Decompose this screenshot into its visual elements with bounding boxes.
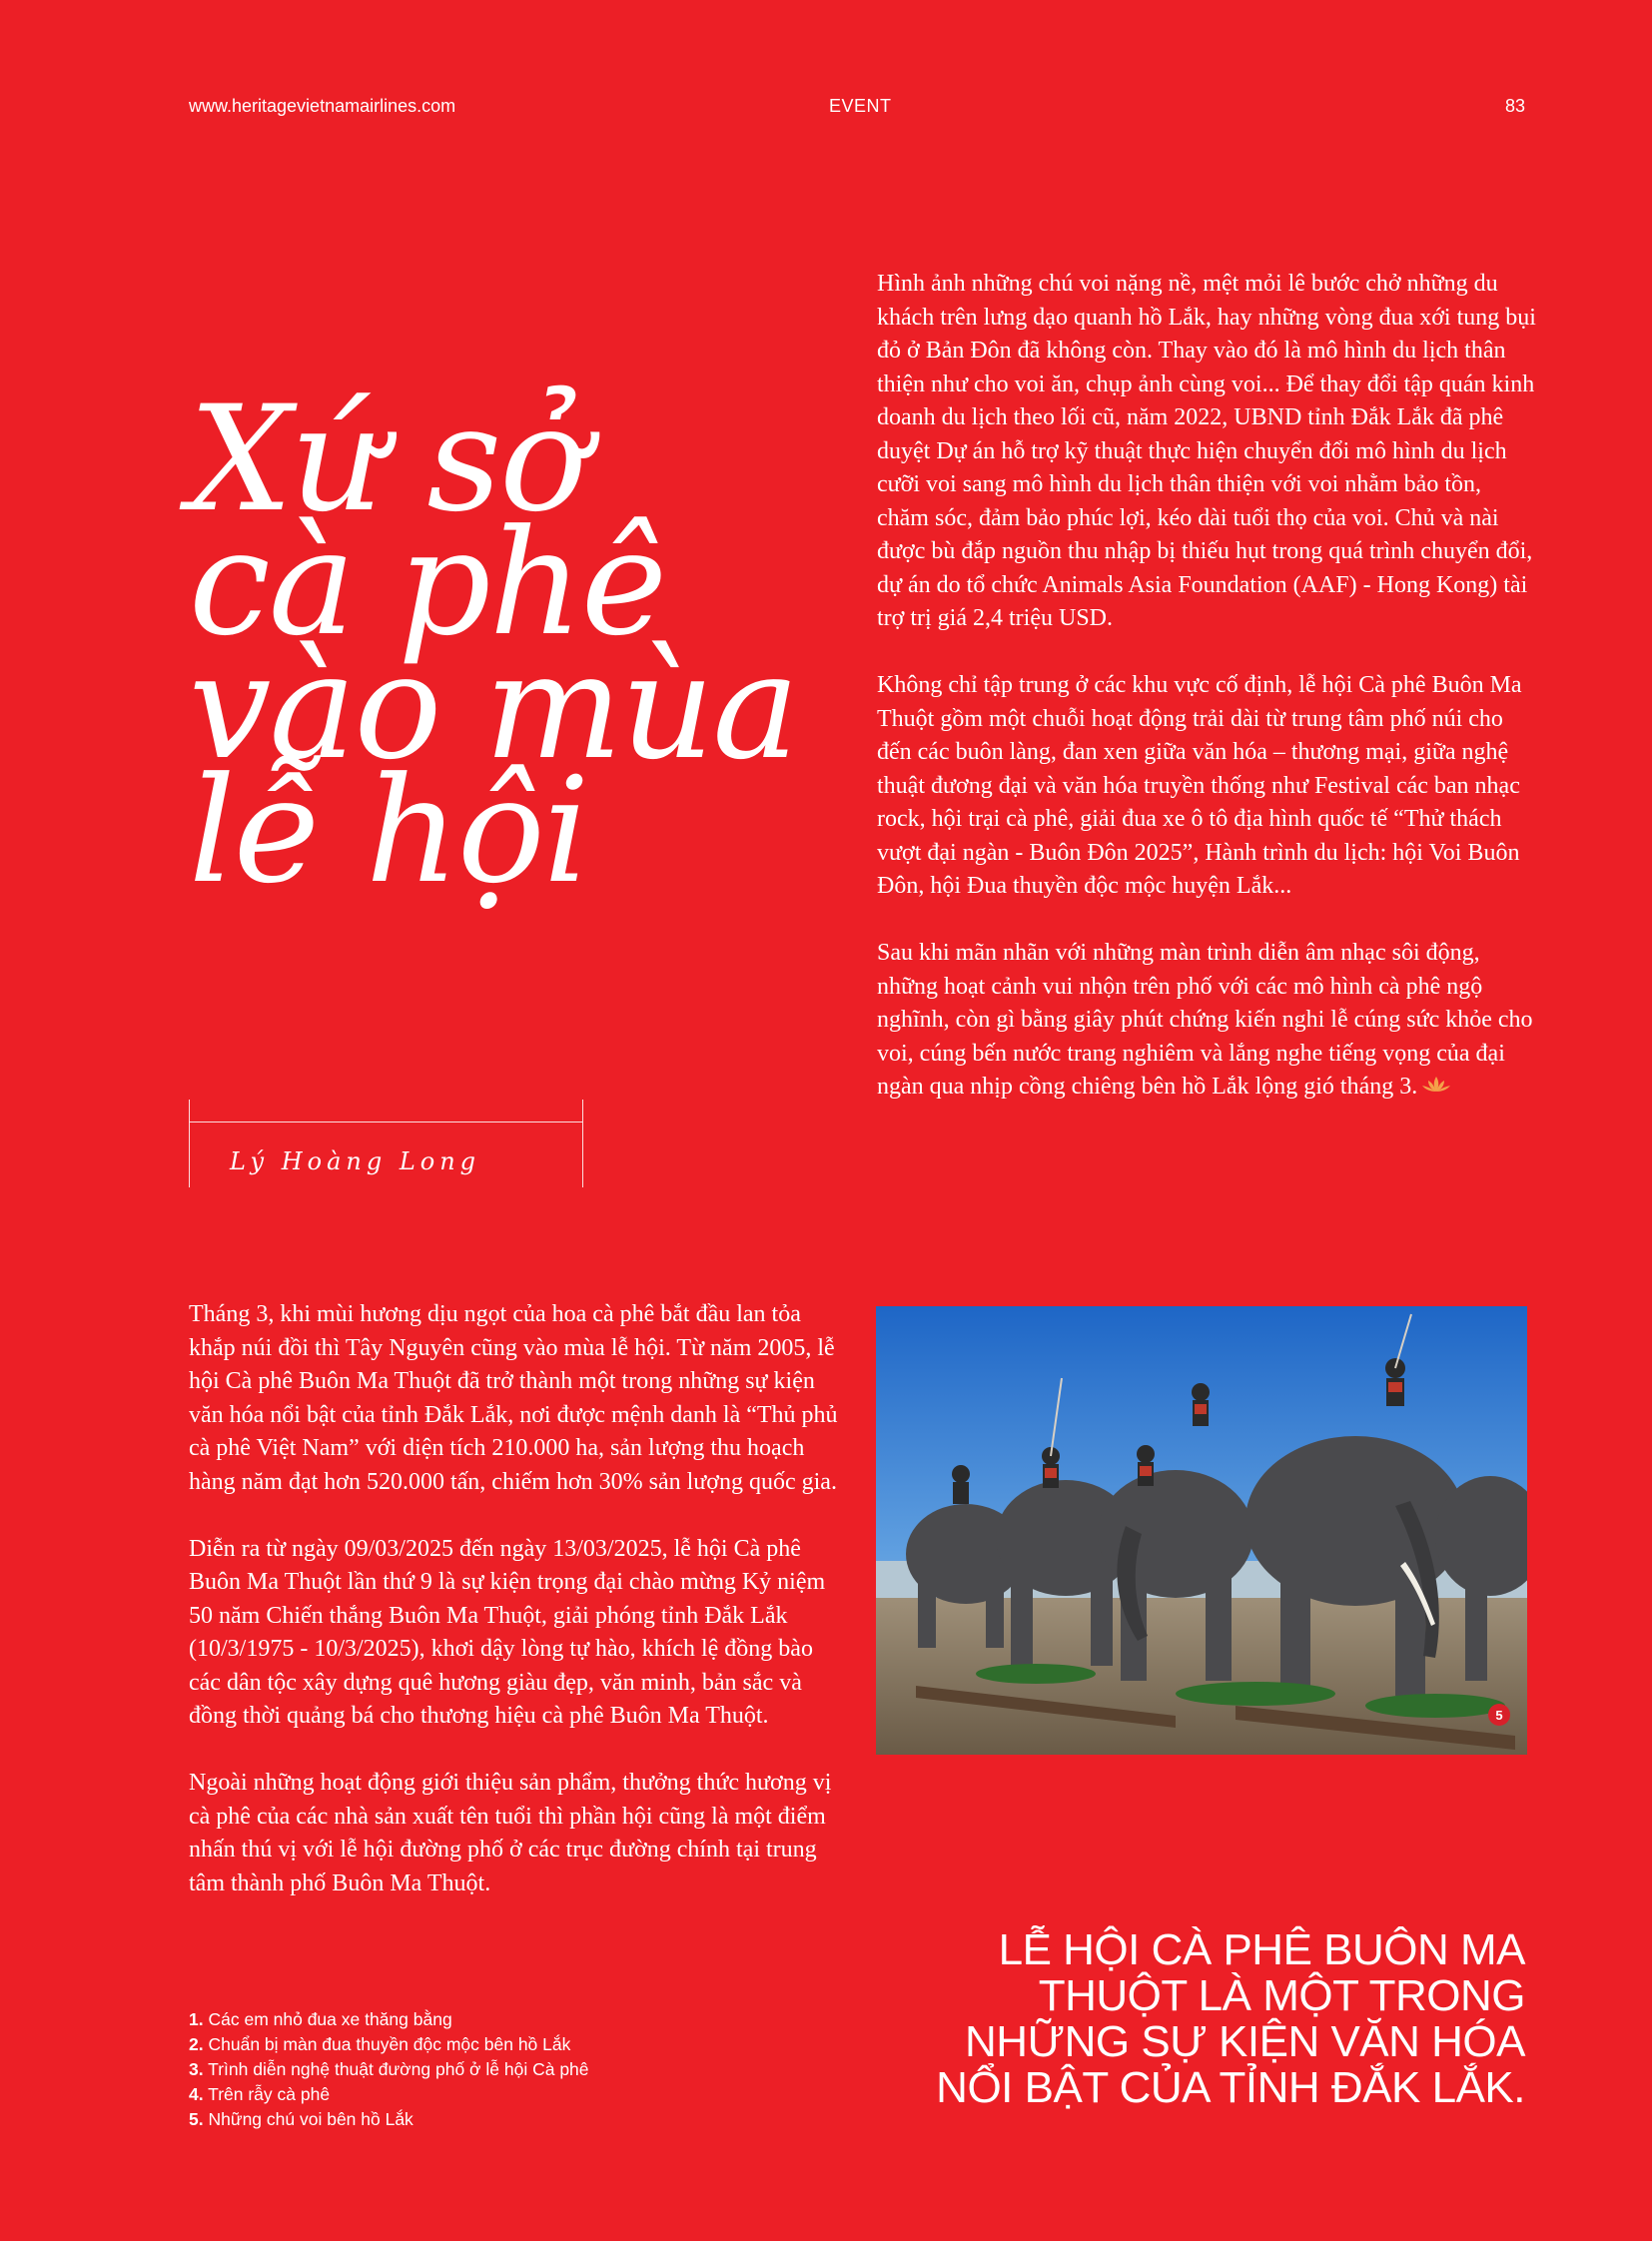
caption-item — [189, 2107, 589, 2132]
site-url[interactable]: www.heritagevietnamairlines.com — [189, 96, 456, 116]
section-label: EVENT — [829, 96, 892, 116]
caption-text: Trình diễn nghệ thuật đường phố ở lễ hội Cà phê — [208, 2059, 589, 2079]
page-header — [189, 96, 1525, 122]
paragraph: Không chỉ tập trung ở các khu vực cố định, lễ hội Cà phê Buôn Ma Thuột gồm một chuỗi hoạt động trải dài từ trung tâm phố núi cho đến các buôn làng, đan xen giữa văn hóa – thương mại, giữa nghệ thuật đương đại và văn hóa truyền thống như Festival các ban nhạc rock, hội trại cà phê, giải đua xe ô tô địa hình quốc tế “Thử thách vượt đại ngàn - Buôn Đôn 2025”, Hành trình du lịch: hội Voi Buôn Đôn, hội Đua thuyền độc mộc huyện Lắk... — [877, 672, 1522, 899]
caption-item — [189, 2057, 589, 2082]
caption-text: Chuẩn bị màn đua thuyền độc mộc bên hồ Lắk — [208, 2034, 571, 2054]
article-title: Xứ sở cà phê vào mùa lễ hội — [189, 374, 798, 916]
caption-number: 4. — [189, 2084, 204, 2104]
paragraph-text: Sau khi mãn nhãn với những màn trình diễn âm nhạc sôi động, những hoạt cảnh vui nhộn trên phố với các mô hình cà phê ngộ nghĩnh, còn gì bằng giây phút chứng kiến nghi lễ cúng sức khỏe cho voi, cúng bến nước trang nghiêm và lắng nghe tiếng vọng của đại ngàn qua nhịp cồng chiêng bên hồ Lắk lộng gió tháng 3. — [877, 940, 1533, 1100]
caption-number: 3. — [189, 2059, 204, 2079]
caption-text: Những chú voi bên hồ Lắk — [208, 2109, 413, 2129]
photo-number: 5 — [1495, 1708, 1503, 1723]
lotus-icon — [1421, 1072, 1451, 1106]
pull-quote: LỄ HỘI CÀ PHÊ BUÔN MA THUỘT LÀ MỘT TRONG NHỮNG SỰ KIỆN VĂN HÓA NỔI BẬT CỦA TỈNH ĐẮK LẮK. — [936, 1925, 1525, 2112]
caption-item — [189, 2082, 589, 2107]
paragraph: Hình ảnh những chú voi nặng nề, mệt mỏi lê bước chở những du khách trên lưng dạo quanh hồ Lắk, hay những vòng đua xới tung bụi đỏ ở Bản Đôn đã không còn. Thay vào đó là mô hình du lịch thân thiện như cho voi ăn, chụp ảnh cùng voi... Để thay đổi tập quán kinh doanh du lịch theo lối cũ, năm 2022, UBND tỉnh Đắk Lắk đã phê duyệt Dự án hỗ trợ kỹ thuật thực hiện chuyển đổi mô hình du lịch cưỡi voi sang mô hình du lịch thân thiện với voi nhằm bảo tồn, chăm sóc, đảm bảo phúc lợi, kéo dài tuổi thọ của voi. Chủ và nài được bù đắp nguồn thu nhập bị thiếu hụt trong quá trình chuyển đổi, dự án do tổ chức Animals Asia Foundation (AAF) - Hong Kong) tài trợ trị giá 2,4 triệu USD. — [877, 271, 1536, 631]
author-name: Lý Hoàng Long — [230, 1147, 481, 1175]
paragraph: Diễn ra từ ngày 09/03/2025 đến ngày 13/03/2025, lễ hội Cà phê Buôn Ma Thuột lần thứ 9 là sự kiện trọng đại chào mừng Kỷ niệm 50 năm Chiến thắng Buôn Ma Thuột, giải phóng tỉnh Đắk Lắk (10/3/1975 - 10/3/2025), khơi dậy lòng tự hào, khích lệ đồng bào các dân tộc xây dựng quê hương giàu đẹp, văn minh, bản sắc và đồng thời quảng bá cho thương hiệu cà phê Buôn Ma Thuột. — [189, 1535, 826, 1729]
paragraph — [877, 937, 1536, 1105]
caption-item — [189, 2007, 589, 2032]
paragraph: Ngoài những hoạt động giới thiệu sản phẩm, thưởng thức hương vị cà phê của các nhà sản xuất tên tuổi thì phần hội cũng là một điểm nhấn thú vị với lễ hội đường phố ở các trục đường chính tại trung tâm thành phố Buôn Ma Thuột. — [189, 1770, 832, 1896]
elephants-photo — [876, 1306, 1527, 1755]
page-number: 83 — [1504, 96, 1525, 116]
photo-captions — [189, 2007, 589, 2132]
caption-number: 1. — [189, 2009, 204, 2029]
caption-text: Các em nhỏ đua xe thăng bằng — [208, 2009, 452, 2029]
byline-box — [189, 1100, 583, 1187]
caption-number: 5. — [189, 2109, 204, 2129]
paragraph: Tháng 3, khi mùi hương dịu ngọt của hoa cà phê bắt đầu lan tỏa khắp núi đồi thì Tây Nguyên cũng vào mùa lễ hội. Từ năm 2005, lễ hội Cà phê Buôn Ma Thuột đã trở thành một trong những sự kiện văn hóa nổi bật của tỉnh Đắk Lắk, nơi được mệnh danh là “Thủ phủ cà phê Việt Nam” với diện tích 210.000 ha, sản lượng thu hoạch hàng năm đạt hơn 520.000 tấn, chiếm hơn 30% sản lượng quốc gia. — [189, 1301, 838, 1495]
byline-rule — [190, 1121, 582, 1122]
caption-text: Trên rẫy cà phê — [208, 2084, 331, 2104]
caption-item — [189, 2032, 589, 2057]
caption-number: 2. — [189, 2034, 204, 2054]
left-column — [189, 1298, 848, 1934]
right-column — [877, 268, 1536, 1138]
